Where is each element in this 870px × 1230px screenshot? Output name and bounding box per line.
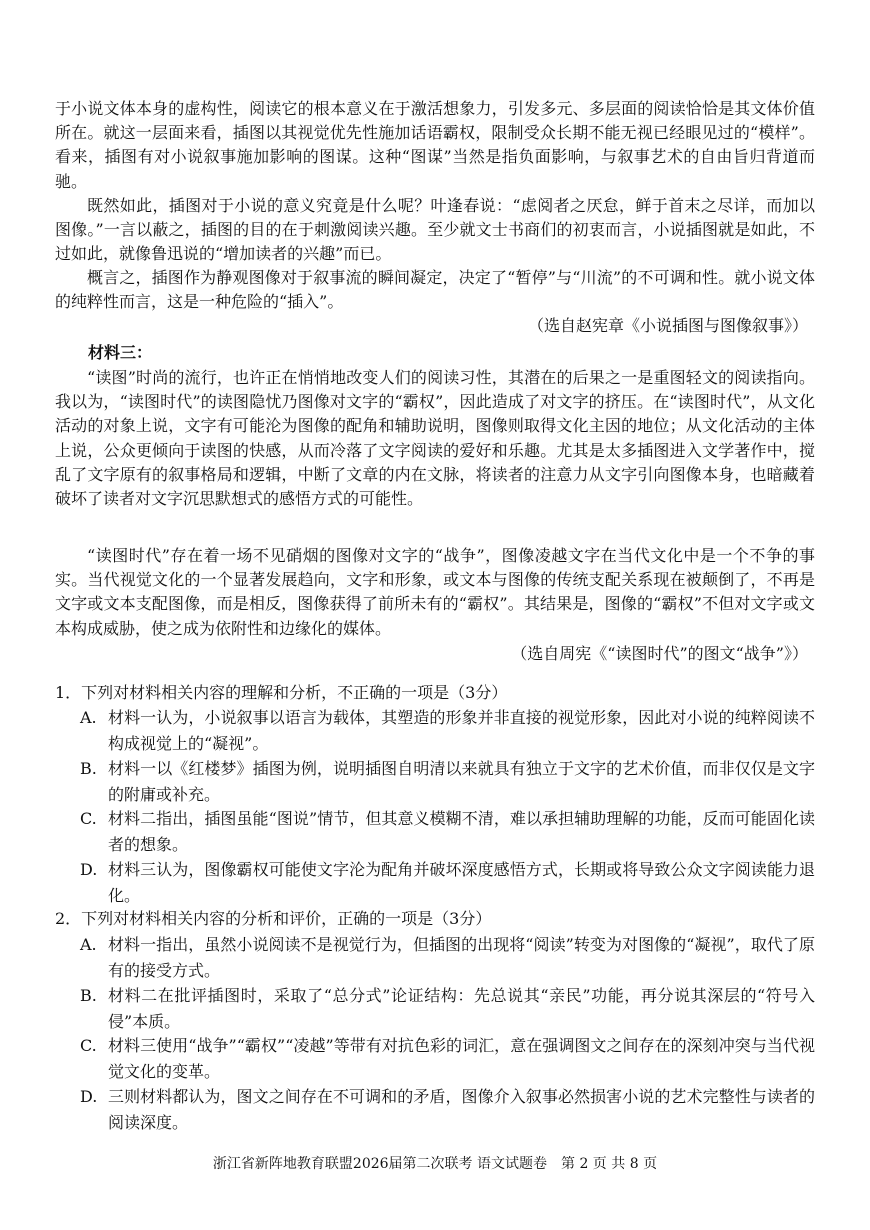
- option-text: 材料一认为，小说叙事以语言为载体，其塑造的形象并非直接的视觉形象，因此对小说的纯粹阅读不构成视觉上的“凝视”。: [108, 708, 815, 753]
- option-letter: C.: [80, 1036, 97, 1055]
- option-letter: B.: [80, 986, 97, 1005]
- option-text: 材料一以《红楼梦》插图为例，说明插图自明清以来就具有独立于文字的艺术价值，而非仅仅是文字的附庸或补充。: [108, 759, 815, 804]
- option-text: 材料一指出，虽然小说阅读不是视觉行为，但插图的出现将“阅读”转变为对图像的“凝视”，取代了原有的接受方式。: [108, 935, 815, 980]
- question-1-option-a: [80, 705, 815, 757]
- option-letter: A.: [80, 708, 97, 727]
- option-text: 材料二指出，插图虽能“图说”情节，但其意义模糊不清，难以承担辅助理解的功能，反而可能固化读者的想象。: [108, 809, 815, 854]
- option-text: 三则材料都认为，图文之间存在不可调和的矛盾，图像介入叙事必然损害小说的艺术完整性与读者的阅读深度。: [108, 1087, 815, 1132]
- material2-paragraph-2: 既然如此，插图对于小说的意义究竟是什么呢？叶逢春说：“虑阅者之厌怠，鲜于首末之尽详，而加以图像。”一言以蔽之，插图的目的在于刺激阅读兴趣。至少就文士书商们的初衷而言，小说插图就是如此，不过如此，就像鲁迅说的“增加读者的兴趣”而已。: [55, 196, 815, 264]
- option-text: 材料三认为，图像霸权可能使文字沦为配角并破坏深度感悟方式，长期或将导致公众文字阅读能力退化。: [108, 860, 815, 905]
- question-1-option-b: [80, 756, 815, 808]
- material2-paragraph-1: 于小说文体本身的虚构性，阅读它的根本意义在于激活想象力，引发多元、多层面的阅读恰恰是其文体价值所在。就这一层面来看，插图以其视觉优先性施加话语霸权，限制受众长期不能无视已经眼见过的“模样”。看来，插图有对小说叙事施加影响的图谋。这种“图谋”当然是指负面影响，与叙事艺术的自由旨归背道而驰。: [55, 99, 815, 191]
- option-letter: D.: [80, 860, 98, 879]
- material2-paragraph-3: 概言之，插图作为静观图像对于叙事流的瞬间凝定，决定了“暂停”与“川流”的不可调和性。就小说文体的纯粹性而言，这是一种危险的“插入”。: [55, 268, 815, 312]
- material3-paragraph-1: “读图”时尚的流行，也许正在悄悄地改变人们的阅读习性，其潜在的后果之一是重图轻文的阅读指向。我以为，“读图时代”的读图隐忧乃图像对文字的“霸权”，因此造成了对文字的挤压。在“读图时代”，从文化活动的对象上说，文字有可能沦为图像的配角和辅助说明，图像则取得文化主因的地位；从文化活动的主体上说，公众更倾向于读图的快感，从而冷落了文字阅读的爱好和乐趣。尤其是太多插图进入文学著作中，搅乱了文字原有的叙事格局和逻辑，中断了文章的内在文脉，将读者的注意力从文字引向图像本身，也暗藏着破坏了读者对文字沉思默想式的感悟方式的可能性。: [55, 368, 815, 509]
- question-2-stem: 2．下列对材料相关内容的分析和评价，正确的一项是（3分）: [55, 909, 492, 928]
- material2-source: （选自赵宪章《小说插图与图像叙事》）: [527, 316, 808, 335]
- question-2-option-b: [80, 983, 815, 1035]
- question-1-option-d: [80, 857, 815, 909]
- material3-paragraph-2: “读图时代”存在着一场不见硝烟的图像对文字的“战争”，图像凌越文字在当代文化中是一个不争的事实。当代视觉文化的一个显著发展趋向，文字和形象，或文本与图像的传统支配关系现在被颠倒了，不再是文字或文本支配图像，而是相反，图像获得了前所未有的“霸权”。其结果是，图像的“霸权”不但对文字或文本构成威胁，使之成为依附性和边缘化的媒体。: [55, 546, 815, 638]
- material3-source: （选自周宪《“读图时代”的图文“战争”》）: [511, 644, 808, 663]
- option-letter: B.: [80, 759, 97, 778]
- question-2-option-c: [80, 1033, 815, 1085]
- question-1-option-c: [80, 806, 815, 858]
- question-2-option-d: [80, 1084, 815, 1136]
- option-letter: D.: [80, 1087, 98, 1106]
- material3-heading: 材料三：: [88, 343, 153, 362]
- question-2-option-a: [80, 932, 815, 984]
- option-letter: A.: [80, 935, 97, 954]
- page-footer: 浙江省新阵地教育联盟2026届第二次联考 语文试题卷 第 2 页 共 8 页: [212, 1156, 658, 1172]
- question-1-stem: 1．下列对材料相关内容的理解和分析，不正确的一项是（3分）: [55, 683, 508, 702]
- option-text: 材料二在批评插图时，采取了“总分式”论证结构：先总说其“亲民”功能，再分说其深层的“符号入侵”本质。: [108, 986, 815, 1031]
- option-letter: C.: [80, 809, 97, 828]
- option-text: 材料三使用“战争”“霸权”“凌越”等带有对抗色彩的词汇，意在强调图文之间存在的深刻冲突与当代视觉文化的变革。: [108, 1036, 815, 1081]
